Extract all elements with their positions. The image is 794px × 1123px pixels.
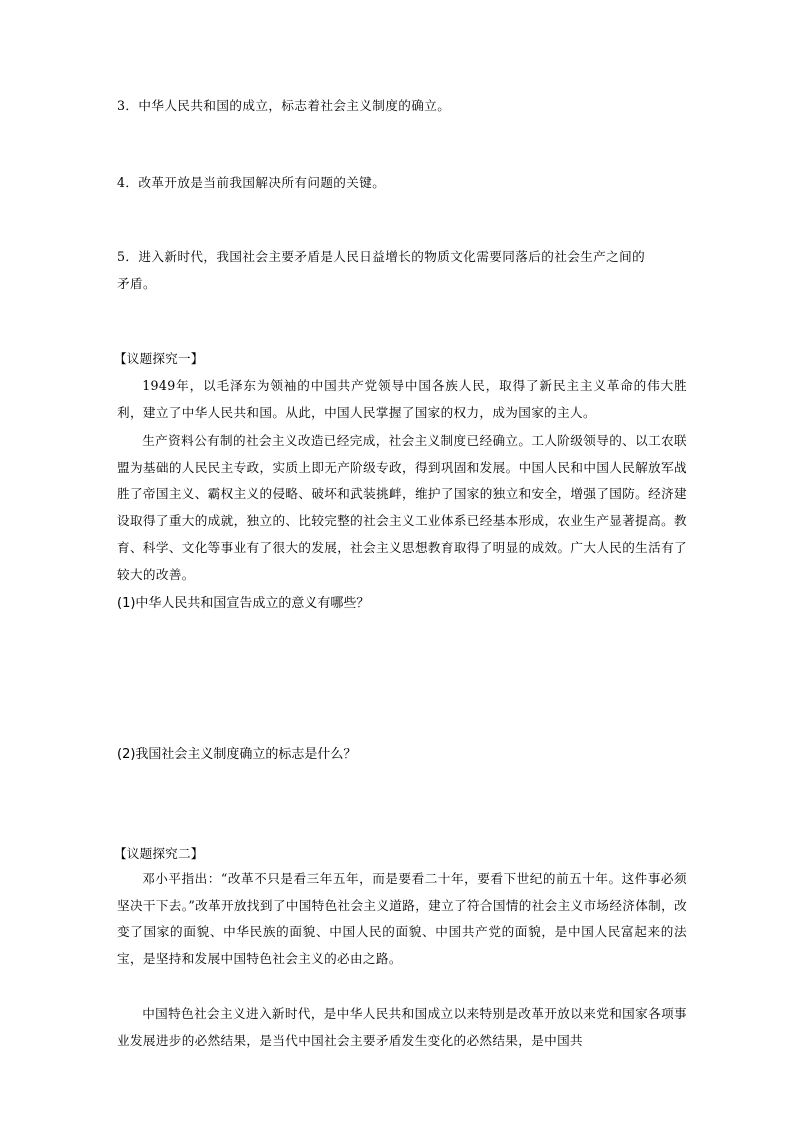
topic1-paragraph-2: 生产资料公有制的社会主义改造已经完成，社会主义制度已经确立。工人阶级领导的、以工农联盟为基础的人民民主专政，实质上即无产阶级专政，得到巩固和发展。中国人民和中国人民解放军战胜了帝国主义、霸权主义的侵略、破坏和武装挑衅，维护了国家的独立和安全，增强了国防。经济建设取得了重大的成就，独立的、比较完整的社会主义工业体系已经基本形成，农业生产显著提高。教育、科学、文化等事业有了很大的发展，社会主义思想教育取得了明显的成效。广大人民的生活有了较大的改善。: [117, 433, 687, 582]
topic2-paragraph-1: 邓小平指出：“改革不只是看三年五年，而是要看二十年，要看下世纪的前五十年。这件事必须坚决干下去。”改革开放找到了中国特色社会主义道路，建立了符合国情的社会主义市场经济体制，改变了国家的面貌、中华民族的面貌、中国人民的面貌、中国共产党的面貌，是中国人民富起来的法宝，是坚持和发展中国特色社会主义的必由之路。: [117, 871, 688, 967]
statement-5-line1: 5．进入新时代，我国社会主要矛盾是人民日益增长的物质文化需要同落后的社会生产之间的: [117, 249, 646, 264]
statement-3: 3．中华人民共和国的成立，标志着社会主义制度的确立。: [117, 98, 451, 113]
topic1-question-2: (2)我国社会主义制度确立的标志是什么？: [117, 747, 357, 762]
topic1-title: 【议题探究一】: [114, 351, 204, 366]
topic2-title: 【议题探究二】: [114, 846, 204, 861]
statement-5-line2: 矛盾。: [117, 276, 156, 291]
statement-4: 4．改革开放是当前我国解决所有问题的关键。: [117, 175, 386, 190]
topic2-paragraph-2: 中国特色社会主义进入新时代，是中华人民共和国成立以来特别是改革开放以来党和国家各项事业发展进步的必然结果，是当代中国社会主要矛盾发生变化的必然结果，是中国共: [117, 1006, 687, 1048]
topic1-paragraph-1: 1949年，以毛泽东为领袖的中国共产党领导中国各族人民，取得了新民主主义革命的伟大胜利，建立了中华人民共和国。从此，中国人民掌握了国家的权力，成为国家的主人。: [117, 378, 687, 420]
topic1-question-1: (1)中华人民共和国宣告成立的意义有哪些？: [117, 596, 370, 611]
